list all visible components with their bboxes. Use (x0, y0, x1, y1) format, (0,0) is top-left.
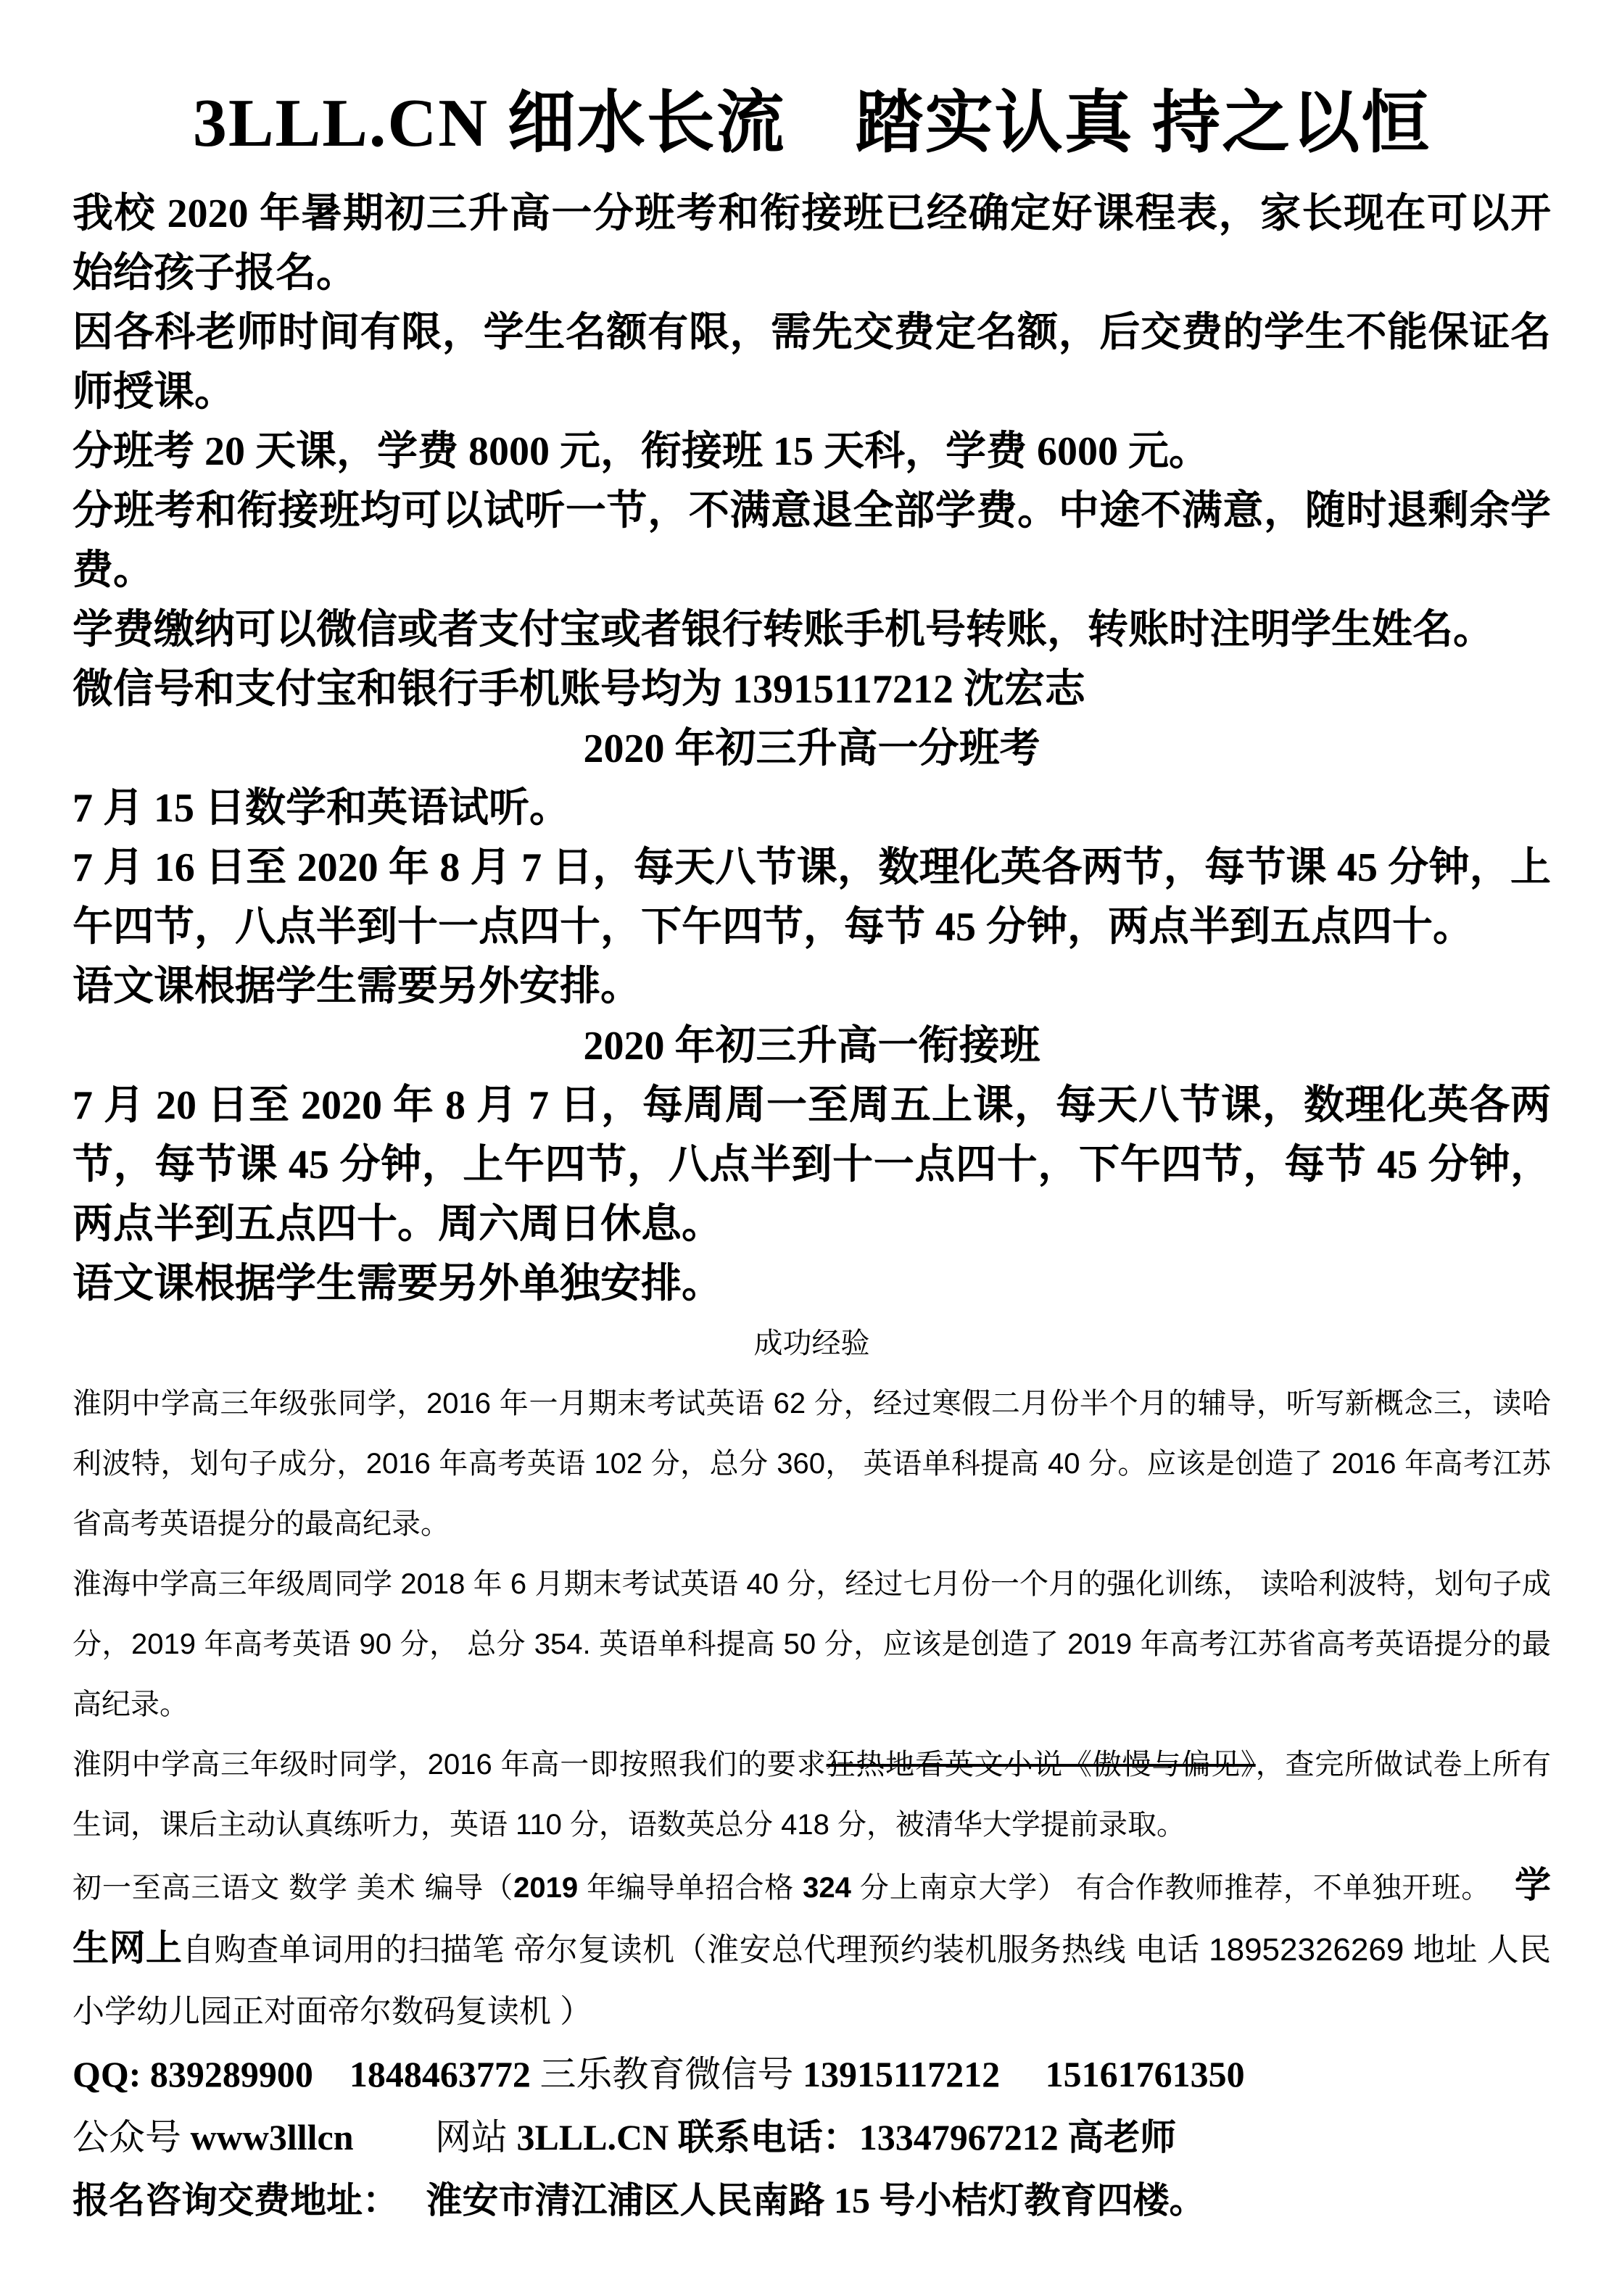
text-run: 成功经验 (753, 1327, 870, 1360)
heading-placement-exam (73, 719, 1551, 779)
text-run: 分班考 20 天课，学费 8000 元，衔接班 15 天科，学费 6000 元。 (73, 429, 1209, 475)
text-run: 因各科老师时间有限，学生名额有限，需先交费定名额，后交费的学生不能保证名师授课。 (73, 310, 1551, 415)
paragraph-account (73, 660, 1551, 719)
paragraph-website-phone (73, 2106, 1551, 2169)
text-run: QQ: 839289900 1848463772 (73, 2054, 540, 2095)
paragraph-payment (73, 600, 1551, 660)
document-body (73, 78, 1551, 2232)
text-run: 网站 (353, 2117, 517, 2158)
text-run: ，查完所做试卷上所有生词，课后主动认真练听力，英语 110 分，语数英总分 418 分，被清华大学提前录取。 (73, 1749, 1551, 1841)
text-run: 公众号 (73, 2117, 191, 2158)
text-run: 学费缴纳可以微信或者支付宝或者银行转账手机号转账，转账时注明学生姓名。 (73, 608, 1494, 653)
text-run: 淮阴中学高三年级张同学，2016 年一月期末考试英语 62 分，经过寒假二月份半个月的辅导，听写新概念三，读哈利波特，划句子成分，2016 年高考英语 102 分，总分 360， 英语单科提高 40 分。应该是创造了 2016 年高考江苏省高考英语提分的最高纪录。 (73, 1388, 1551, 1541)
paragraph-qq-wechat (73, 2043, 1551, 2106)
text-run: 联系电话：13347967212 高老师 (669, 2117, 1177, 2158)
paragraph-trial-0715 (73, 779, 1551, 838)
text-run: 7 月 16 日至 2020 年 8 月 7 日，每天八节课，数理化英各两节，每节课 45 分钟，上午四节，八点半到十一点四十，下午四节，每节 45 分钟，两点半到五点四十。 (73, 845, 1551, 950)
paragraph-address (73, 2169, 1551, 2232)
heading-success-stories (73, 1314, 1551, 1374)
paragraph-chinese-note-1 (73, 957, 1551, 1016)
paragraph-story-zhou (73, 1554, 1551, 1735)
paragraph-other-subjects (73, 1855, 1551, 2043)
text-run: 年编导单招合格 (578, 1872, 803, 1905)
text-run: 3LLL.CN (516, 2117, 669, 2158)
text-run: 7 月 20 日至 2020 年 8 月 7 日，每周周一至周五上课，每天八节课，数理化英各两节，每节课 45 分钟，上午四节，八点半到十一点四十，下午四节，每节 45 分钟，两点半到五点四十。周六周日休息。 (73, 1083, 1551, 1248)
text-run: 微信号和支付宝和银行手机账号均为 13915117212 沈宏志 (73, 667, 1085, 713)
text-run: 分上南京大学） 有合作教师推荐，不单独开班。 (851, 1872, 1515, 1905)
text-run: 初一至高三语文 数学 美术 编导（ (73, 1872, 514, 1905)
text-run: 语文课根据学生需要另外安排。 (73, 964, 641, 1010)
text-run: 淮海中学高三年级周同学 2018 年 6 月期末考试英语 40 分，经过七月份一个月的强化训练， 读哈利波特，划句子成分，2019 年高考英语 90 分， 总分 354. 英语单科提高 50 分，应该是创造了 2019 年高考江苏省高考英语提分的最高纪录。 (73, 1568, 1551, 1721)
text-run: 三乐教育微信号 (539, 2054, 803, 2095)
paragraph-intro (73, 184, 1551, 303)
text-run: 13915117212 15161761350 (802, 2054, 1245, 2095)
text-run: 324 (803, 1872, 851, 1905)
text-run: 我校 2020 年暑期初三升高一分班考和衔接班已经确定好课程表，家长现在可以开始给孩子报名。 (73, 191, 1551, 297)
text-run: 语文课根据学生需要另外单独安排。 (73, 1261, 722, 1307)
text-run: 自购查单词用的扫描笔 帝尔复读机（淮安总代理预约装机服务热线 电话 18952326269 地址 人民小学幼儿园正对面帝尔数码复读机 ） (73, 1932, 1551, 2030)
paragraph-tuition (73, 422, 1551, 481)
paragraph-story-shi (73, 1735, 1551, 1855)
text-run: 淮阴中学高三年级时同学，2016 年高一即按照我们的要求 (73, 1749, 827, 1781)
paragraph-bridge-schedule (73, 1076, 1551, 1254)
text-run: www3lllcn (190, 2117, 354, 2158)
text-run: 分班考和衔接班均可以试听一节，不满意退全部学费。中途不满意，随时退剩余学费。 (73, 489, 1551, 594)
text-run: 2020 年初三升高一分班考 (583, 726, 1040, 772)
paragraph-quota (73, 303, 1551, 422)
heading-bridge-class (73, 1016, 1551, 1076)
paragraph-story-zhang (73, 1374, 1551, 1554)
paragraph-refund (73, 481, 1551, 600)
paragraph-chinese-note-2 (73, 1254, 1551, 1314)
struck-text-run: 狂热地看英文小说《傲慢与偏见》 (826, 1749, 1256, 1781)
text-run: 学生网上 (73, 1865, 1551, 1969)
text-run: 3LLL.CN 细水长流 踏实认真 持之以恒 (192, 86, 1431, 161)
text-run: 报名咨询交费地址： 淮安市清江浦区人民南路 15 号小桔灯教育四楼。 (73, 2180, 1206, 2221)
paragraph-placement-schedule (73, 838, 1551, 957)
page-title (73, 78, 1551, 168)
text-run: 7 月 15 日数学和英语试听。 (73, 786, 570, 832)
text-run: 2019 (513, 1872, 579, 1905)
text-run: 2020 年初三升高一衔接班 (583, 1024, 1040, 1069)
